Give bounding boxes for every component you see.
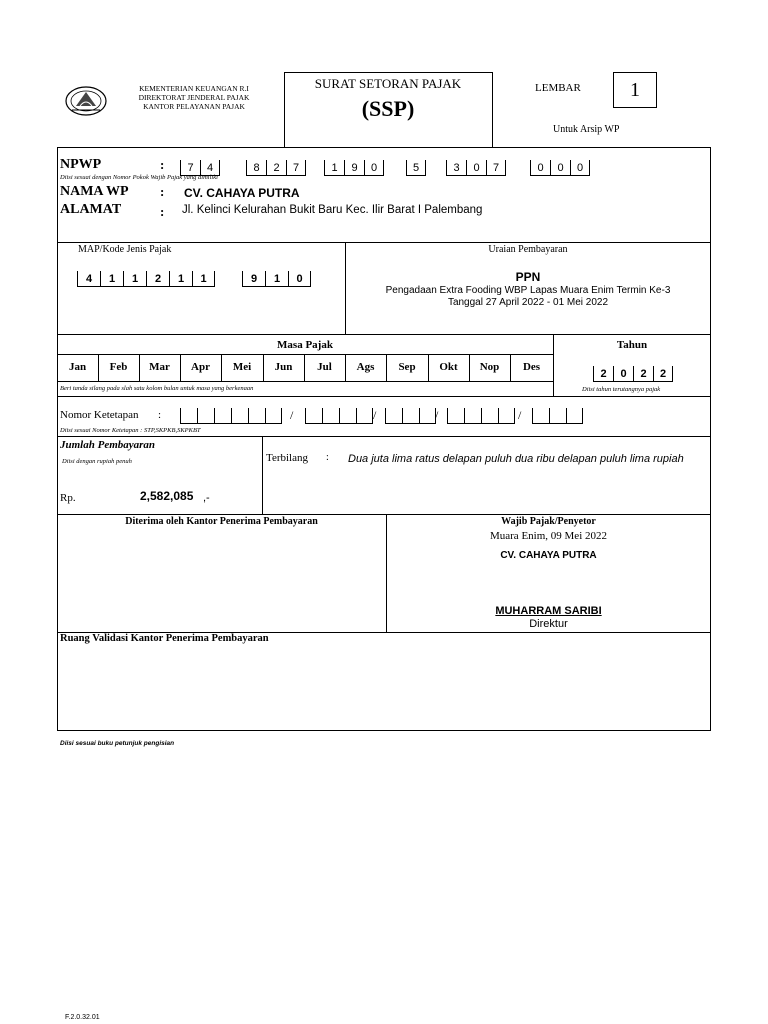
npwp-digit: 0 [570, 160, 590, 176]
year-digit: 2 [593, 366, 613, 382]
month-ags[interactable]: Ags [356, 361, 375, 373]
npwp-hint: Diisi sesuai dengan Nomor Pokok Wajib Pajak yang dimiliki [60, 174, 218, 181]
npwp-digit: 1 [324, 160, 344, 176]
ketetapan-slash: / [373, 408, 377, 422]
ketetapan-boxes-2[interactable] [305, 408, 373, 424]
divider-masa-top [57, 334, 711, 335]
npwp-digit: 0 [550, 160, 570, 176]
npwp-group-4 [406, 160, 426, 176]
masa-hint: Beri tanda silang pada slah satu kolom bulan untuk masa yang berkenaan [60, 385, 254, 392]
npwp-digit: 7 [180, 160, 200, 176]
terbilang-value: Dua juta lima ratus delapan puluh dua ribu delapan puluh lima rupiah [348, 453, 684, 465]
npwp-digit: 2 [266, 160, 286, 176]
year-digit: 2 [653, 366, 673, 382]
divider-jumlah-terbilang [262, 436, 263, 514]
ministry-line-3: KANTOR PELAYANAN PAJAK [143, 102, 245, 111]
kjs-digit: 9 [242, 271, 265, 287]
npwp-group-5 [446, 160, 506, 176]
jumlah-label: Jumlah Pembayaran [60, 439, 156, 451]
npwp-digit: 7 [286, 160, 306, 176]
ketetapan-slash: / [518, 408, 522, 422]
npwp-group-3 [324, 160, 384, 176]
lembar-number: 1 [630, 79, 640, 101]
uraian-line-2: Tanggal 27 April 2022 - 01 Mei 2022 [447, 297, 609, 308]
name-colon: : [160, 184, 165, 199]
kjs-code [242, 271, 311, 287]
map-digit: 1 [192, 271, 215, 287]
divider-map-top [57, 242, 711, 243]
payer-label: Wajib Pajak/Penyetor [501, 516, 596, 527]
kjs-digit: 0 [288, 271, 311, 287]
map-code [77, 271, 215, 287]
ketetapan-hint: Diisi sesuai Nomor Ketetapan : STP,SKPKB,SKPKBT [60, 427, 201, 434]
uraian-label: Uraian Pembayaran [488, 244, 568, 255]
kjs-digit: 1 [265, 271, 288, 287]
form-title: SURAT SETORAN PAJAK [314, 76, 462, 91]
form-number: F.2.0.32.01 [65, 1014, 100, 1021]
npwp-digit: 8 [246, 160, 266, 176]
map-digit: 1 [123, 271, 146, 287]
npwp-digit: 3 [446, 160, 466, 176]
rp-label: Rp. [60, 492, 76, 504]
ketetapan-boxes-5[interactable] [532, 408, 583, 424]
place-date: Muara Enim, 09 Mei 2022 [489, 530, 607, 542]
ministry-line-2: DIREKTORAT JENDERAL PAJAK [138, 93, 250, 102]
ketetapan-boxes-1[interactable] [180, 408, 282, 424]
npwp-digit: 5 [406, 160, 426, 176]
ketetapan-slash: / [435, 408, 439, 422]
map-digit: 4 [77, 271, 100, 287]
year-digits [593, 366, 673, 382]
signer-title: Direktur [529, 618, 568, 630]
terbilang-label: Terbilang [266, 452, 308, 464]
ketetapan-boxes-3[interactable] [385, 408, 439, 424]
npwp-label: NPWP [60, 157, 102, 172]
uraian-title: PPN [515, 270, 541, 284]
ketetapan-colon: : [158, 409, 162, 421]
divider-months-bottom [57, 381, 553, 382]
month-mar[interactable]: Mar [149, 361, 170, 373]
address-label: ALAMAT [60, 202, 122, 217]
validation-label: Ruang Validasi Kantor Penerima Pembayaran [60, 633, 269, 644]
month-nop[interactable]: Nop [479, 361, 500, 373]
header-title-top-border [284, 72, 492, 73]
ketetapan-boxes-4[interactable] [447, 408, 515, 424]
year-digit: 2 [633, 366, 653, 382]
jumlah-hint: Diisi dengan rupiah penuh [62, 458, 132, 465]
masa-label: Masa Pajak [277, 339, 333, 351]
header-divider-2 [492, 72, 493, 148]
map-digit: 1 [169, 271, 192, 287]
tahun-label: Tahun [616, 339, 648, 351]
name-label: NAMA WP [60, 184, 129, 199]
map-digit: 1 [100, 271, 123, 287]
month-apr[interactable]: Apr [191, 361, 210, 373]
npwp-digit: 0 [530, 160, 550, 176]
month-feb[interactable]: Feb [109, 361, 128, 373]
ketetapan-slash: / [290, 408, 294, 422]
month-sep[interactable]: Sep [398, 361, 416, 373]
month-okt[interactable]: Okt [439, 361, 458, 373]
ministry-emblem [64, 84, 108, 118]
year-digit: 0 [613, 366, 633, 382]
footer-note: Diisi sesuai buku petunjuk pengisian [60, 740, 175, 747]
npwp-digit: 0 [466, 160, 486, 176]
address-colon: : [160, 204, 165, 219]
npwp-digit: 4 [200, 160, 220, 176]
address-value: Jl. Kelinci Kelurahan Bukit Baru Kec. Ilir Barat I Palembang [182, 204, 483, 216]
divider-signature-top [57, 514, 711, 515]
amount-suffix: ,- [203, 492, 210, 504]
npwp-digit: 0 [364, 160, 384, 176]
npwp-group-2 [246, 160, 306, 176]
form-code: (SSP) [361, 96, 415, 121]
month-jun[interactable]: Jun [274, 361, 293, 373]
npwp-digit: 9 [344, 160, 364, 176]
ketetapan-label: Nomor Ketetapan [60, 409, 139, 421]
terbilang-colon: : [326, 452, 329, 463]
ministry-line-1: KEMENTERIAN KEUANGAN R.I [139, 84, 249, 93]
divider-jumlah-top [57, 436, 711, 437]
month-mei[interactable]: Mei [232, 361, 252, 373]
divider-months-top [57, 354, 553, 355]
name-value: CV. CAHAYA PUTRA [184, 186, 300, 200]
npwp-group-6 [530, 160, 590, 176]
map-label: MAP/Kode Jenis Pajak [78, 244, 172, 255]
lembar-label: LEMBAR [535, 82, 581, 94]
npwp-colon: : [160, 157, 165, 172]
receiver-label: Diterima oleh Kantor Penerima Pembayaran [125, 516, 318, 527]
month-des[interactable]: Des [522, 361, 541, 373]
npwp-digit: 7 [486, 160, 506, 176]
ministry-block [110, 84, 278, 111]
signer-name: MUHARRAM SARIBI [495, 605, 602, 617]
uraian-line-1: Pengadaan Extra Fooding WBP Lapas Muara Enim Termin Ke-3 [385, 285, 671, 296]
month-jan[interactable]: Jan [68, 361, 87, 373]
divider-ketetapan-top [57, 396, 711, 397]
month-jul[interactable]: Jul [317, 361, 332, 373]
lembar-note: Untuk Arsip WP [553, 124, 620, 135]
payer-company: CV. CAHAYA PUTRA [500, 550, 597, 561]
amount-value: 2,582,085 [140, 489, 194, 503]
emblem-icon [64, 84, 108, 118]
year-hint: Diisi tahun terutangnya pajak [582, 386, 661, 393]
map-digit: 2 [146, 271, 169, 287]
lembar-number-box [613, 72, 657, 108]
